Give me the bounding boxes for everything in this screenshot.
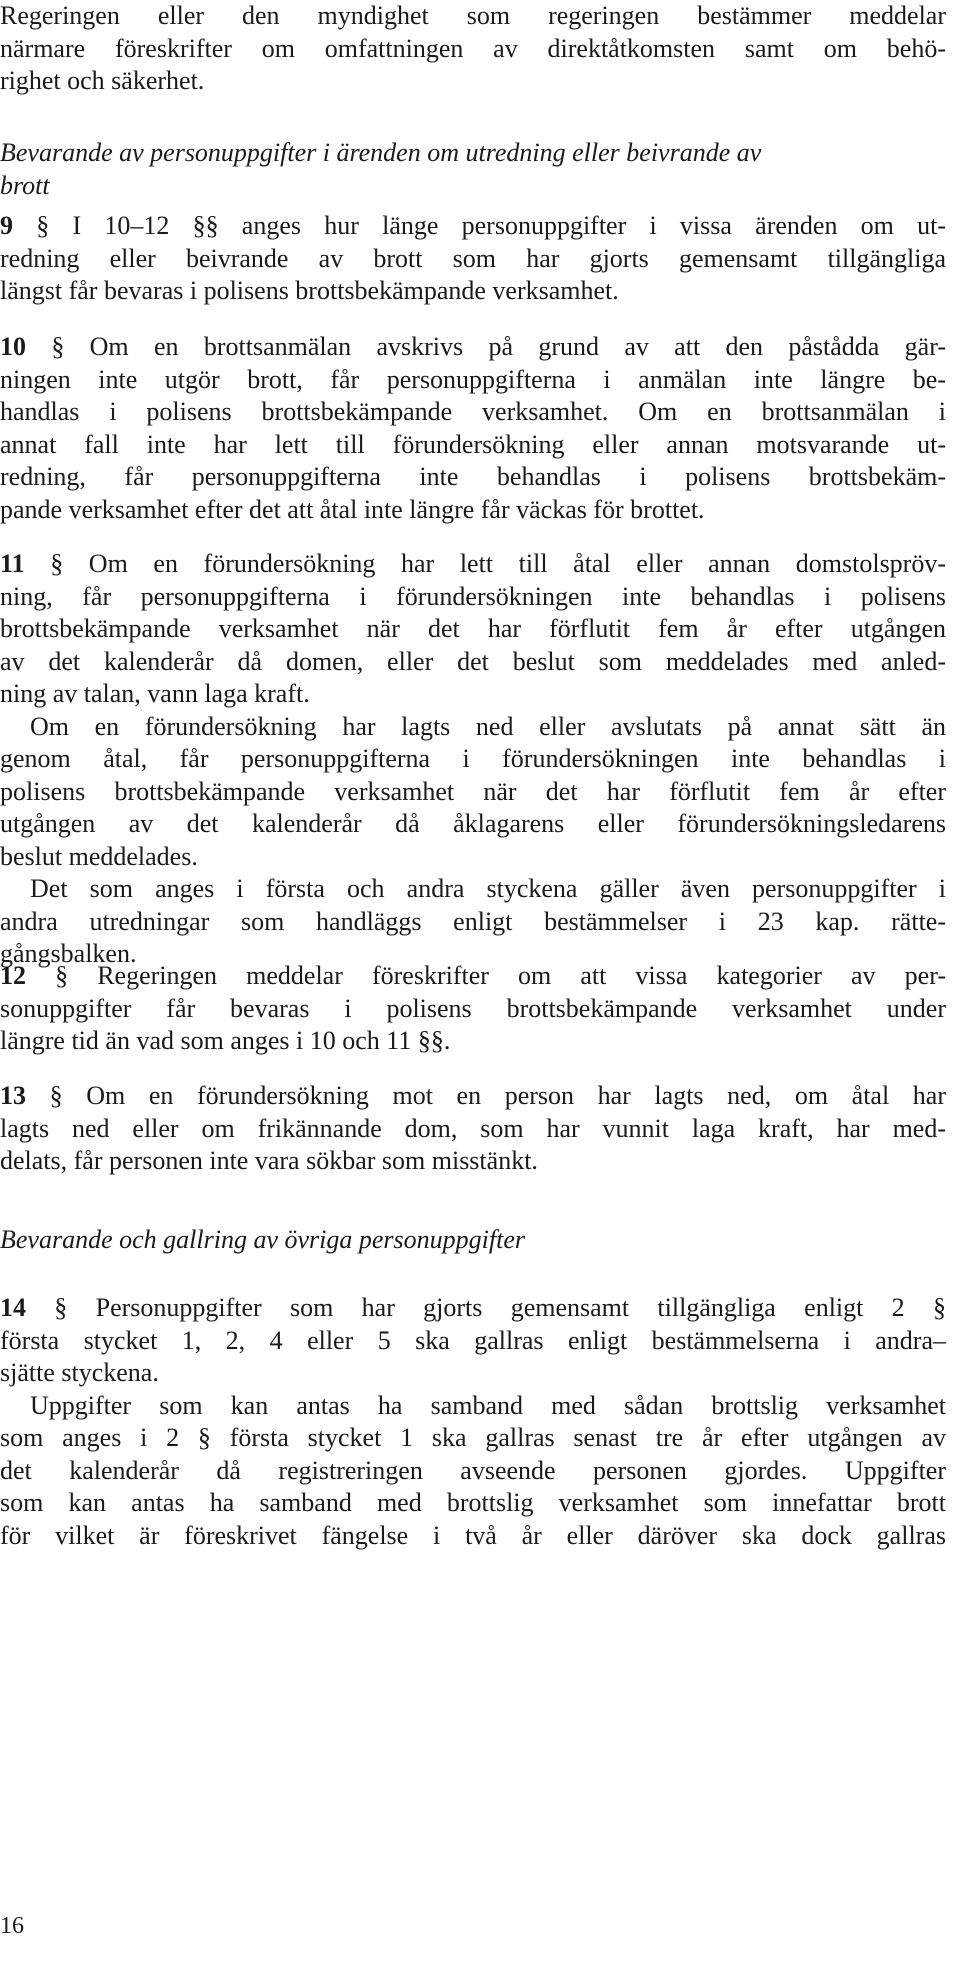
text-line: andra utredningar som handläggs enligt bestämmelser i 23 kap. rätte- bbox=[0, 906, 946, 936]
text-line: annat fall inte har lett till förundersökning eller annan motsvarande ut- bbox=[0, 429, 946, 459]
heading-line: brott bbox=[0, 170, 50, 200]
paragraph-12 bbox=[0, 960, 946, 1058]
text-line: gångsbalken. bbox=[0, 939, 137, 968]
text-line: delats, får personen inte vara sökbar som misstänkt. bbox=[0, 1146, 538, 1175]
text-line: ning av talan, vann laga kraft. bbox=[0, 679, 310, 708]
text-line: ning, får personuppgifterna i förundersökningen inte behandlas i polisens bbox=[0, 581, 946, 611]
text-line: längst får bevaras i polisens brottsbekämpande verksamhet. bbox=[0, 276, 619, 305]
text-line: beslut meddelades. bbox=[0, 841, 198, 871]
text-line: lagts ned eller om frikännande dom, som har vunnit laga kraft, har med- bbox=[0, 1113, 946, 1143]
text-line: sonuppgifter får bevaras i polisens brottsbekämpande verksamhet under bbox=[0, 993, 946, 1023]
text-line: Om en förundersökning har lagts ned eller avslutats på annat sätt än bbox=[30, 711, 946, 741]
text-line: för vilket är föreskrivet fängelse i två år eller däröver ska dock gallras bbox=[0, 1520, 946, 1550]
section-number: 13 bbox=[0, 1081, 26, 1110]
section-heading bbox=[0, 137, 946, 202]
text-line: sjätte styckena. bbox=[0, 1358, 159, 1387]
section-heading bbox=[0, 1224, 946, 1257]
text-line: Det som anges i första och andra styckena gäller även personuppgifter i bbox=[30, 874, 946, 903]
text-line: av det kalenderår då domen, eller det beslut som meddelades med anled- bbox=[0, 646, 946, 676]
section-number: 9 bbox=[0, 211, 13, 240]
section-number: 10 bbox=[0, 332, 26, 361]
text-line: pande verksamhet efter det att åtal inte längre får väckas för brottet. bbox=[0, 494, 705, 524]
text-line: 11 § Om en förundersökning har lett till åtal eller annan domstolspröv- bbox=[0, 549, 946, 578]
page-number: 16 bbox=[0, 1913, 24, 1939]
text-line: 12 § Regeringen meddelar föreskrifter om att vissa kategorier av per- bbox=[0, 961, 946, 990]
text-line: Uppgifter som kan antas ha samband med sådan brottslig verksamhet bbox=[30, 1390, 946, 1420]
text-line: första stycket 1, 2, 4 eller 5 ska gallras enligt bestämmelserna i andra– bbox=[0, 1325, 946, 1355]
section-number: 12 bbox=[0, 961, 26, 990]
text-line: 13 § Om en förundersökning mot en person har lagts ned, om åtal har bbox=[0, 1081, 946, 1110]
text-line: det kalenderår då registreringen avseende personen gjordes. Uppgifter bbox=[0, 1455, 946, 1485]
paragraph-14 bbox=[0, 1292, 946, 1552]
paragraph-13 bbox=[0, 1080, 946, 1178]
paragraph-10 bbox=[0, 331, 946, 526]
text-line: som kan antas ha samband med brottslig verksamhet som innefattar brott bbox=[0, 1488, 946, 1517]
text-line: ningen inte utgör brott, får personuppgifterna i anmälan inte längre be- bbox=[0, 364, 946, 394]
text-line: 10 § Om en brottsanmälan avskrivs på grund av att den påstådda gär- bbox=[0, 332, 946, 361]
text-line: righet och säkerhet. bbox=[0, 66, 205, 95]
paragraph-11 bbox=[0, 548, 946, 971]
text-line: 9 § I 10–12 §§ anges hur länge personuppgifter i vissa ärenden om ut- bbox=[0, 211, 946, 240]
text-line: handlas i polisens brottsbekämpande verksamhet. Om en brottsanmälan i bbox=[0, 397, 946, 426]
text-line: närmare föreskrifter om omfattningen av direktåtkomsten samt om behö- bbox=[0, 33, 946, 63]
text-line: som anges i 2 § första stycket 1 ska gallras senast tre år efter utgången av bbox=[0, 1423, 946, 1452]
heading-line: Bevarande och gallring av övriga personuppgifter bbox=[0, 1225, 525, 1254]
heading-line: Bevarande av personuppgifter i ärenden om utredning eller beivrande av bbox=[0, 138, 762, 167]
text-line: brottsbekämpande verksamhet när det har förflutit fem år efter utgången bbox=[0, 614, 946, 643]
intro-paragraph bbox=[0, 0, 946, 98]
section-number: 11 bbox=[0, 549, 25, 578]
text-line: Regeringen eller den myndighet som regeringen bestämmer meddelar bbox=[0, 1, 946, 30]
text-line: redning eller beivrande av brott som har gjorts gemensamt tillgängliga bbox=[0, 243, 946, 273]
text-line: polisens brottsbekämpande verksamhet när det har förflutit fem år efter bbox=[0, 776, 946, 806]
text-line: genom åtal, får personuppgifterna i förundersökningen inte behandlas i bbox=[0, 744, 946, 773]
text-line: 14 § Personuppgifter som har gjorts gemensamt tillgängliga enligt 2 § bbox=[0, 1293, 946, 1322]
text-line: längre tid än vad som anges i 10 och 11 §§. bbox=[0, 1026, 451, 1055]
paragraph-9 bbox=[0, 210, 946, 308]
section-number: 14 bbox=[0, 1293, 26, 1322]
text-line: redning, får personuppgifterna inte behandlas i polisens brottsbekäm- bbox=[0, 462, 946, 491]
text-line: utgången av det kalenderår då åklagarens eller förundersökningsledarens bbox=[0, 809, 946, 838]
